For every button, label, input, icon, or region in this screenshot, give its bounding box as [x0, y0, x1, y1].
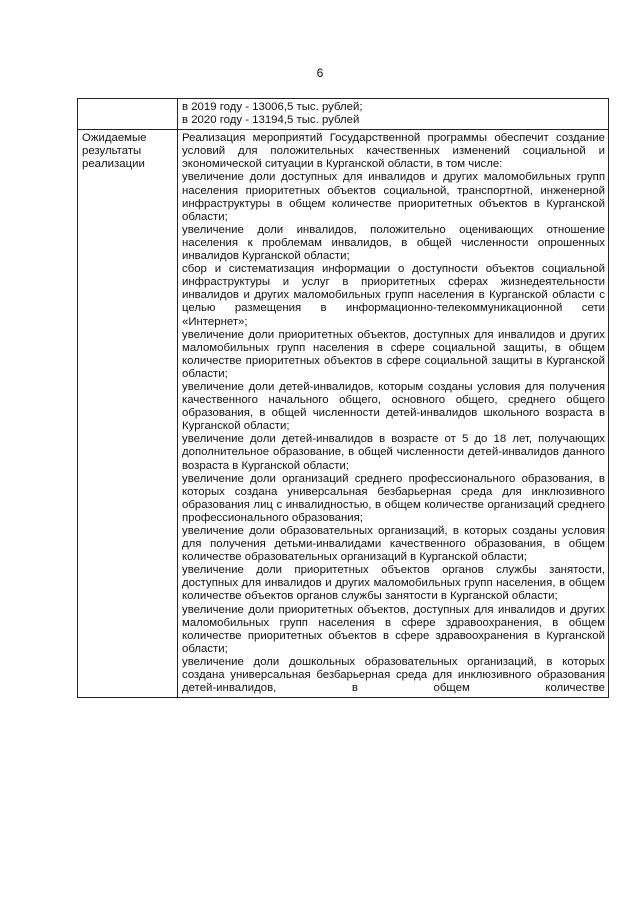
row-label-expected-results: Ожидаемые результаты реализации: [78, 130, 178, 698]
result-item: сбор и систематизация информации о доступности объектов социальной инфраструктуры и услуг в приоритетных сферах жизнедеятельности инвалидов и других маломобильных групп населения в Курганской области с целью размещения в информационно-телекоммуникационной сети «Интернет»;: [182, 263, 605, 328]
result-item: увеличение доли инвалидов, положительно оценивающих отношение населения к проблемам инвалидов, в общей численности опрошенных инвалидов Курганской области;: [182, 223, 605, 263]
results-intro-paragraph: Реализация мероприятий Государственной программы обеспечит создание условий для положительных качественных изменений социальной и экономической ситуации в Курганской области, в том числе:: [182, 132, 605, 171]
result-item: увеличение доли организаций среднего профессионального образования, в которых создана универсальная безбарьерная среда для инклюзивного образования лиц с инвалидностью, в общем количестве организаций среднего профессионального образования;: [182, 472, 605, 524]
page-number: 6: [316, 66, 324, 80]
result-item: увеличение доли дошкольных образовательных организаций, в которых создана универсальная безбарьерная среда для инклюзивного образования детей-инвалидов, в общем количестве: [182, 655, 605, 695]
row-label-empty: [78, 99, 178, 130]
budget-line-2020: в 2020 году - 13194,5 тыс. рублей: [182, 114, 360, 127]
budget-line-2019: в 2019 году - 13006,5 тыс. рублей;: [182, 101, 363, 113]
expected-results-cell: [178, 130, 609, 698]
program-passport-table: [77, 98, 609, 698]
result-item: увеличение доли доступных для инвалидов и других маломобильных групп населения приоритетных объектов социальной, транспортной, инженерной инфраструктуры в общем количестве приоритетных объектов в Курганской области;: [182, 171, 605, 223]
result-item: увеличение доли приоритетных объектов, доступных для инвалидов и других маломобильных групп населения в сфере социальной защиты, в общем количестве приоритетных объектов в сфере социальной защиты в Курганской области;: [182, 328, 605, 380]
table-row-expected-results: [78, 130, 609, 698]
result-item: увеличение доли приоритетных объектов органов службы занятости, доступных для инвалидов и других маломобильных групп населения, в общем количестве объектов органов службы занятости в Курганской области;: [182, 564, 605, 603]
result-item: увеличение доли детей-инвалидов в возрасте от 5 до 18 лет, получающих дополнительное образование, в общей численности детей-инвалидов данного возраста в Курганской области;: [182, 433, 605, 472]
result-item: увеличение доли приоритетных объектов, доступных для инвалидов и других маломобильных групп населения в сфере здравоохранения, в общем количестве приоритетных объектов в сфере здравоохранения в Курганской области;: [182, 603, 605, 655]
table-row-financing: [78, 99, 609, 130]
financing-cell: [178, 99, 609, 130]
result-item: увеличение доли образовательных организаций, в которых созданы условия для получения детьми-инвалидами качественного образования, в общем количестве образовательных организаций в Курганской области;: [182, 525, 605, 564]
result-item: увеличение доли детей-инвалидов, которым созданы условия для получения качественного начального общего, основного общего, среднего общего образования, в общей численности детей-инвалидов школьного возраста в Курганской области;: [182, 380, 605, 433]
